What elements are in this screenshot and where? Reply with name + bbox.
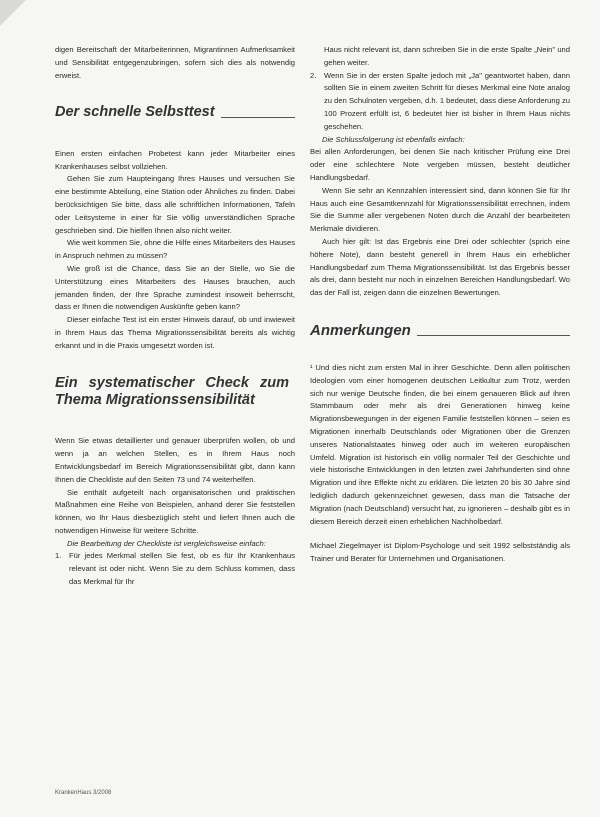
heading-systematischer-check: Ein systematischer Check zum Thema Migrationssensibilität bbox=[55, 374, 289, 408]
italic-paragraph: Die Schlussfolgerung ist ebenfalls einfach: bbox=[322, 134, 465, 144]
page-footer: KrankenHaus 3/2008 bbox=[55, 790, 112, 796]
list-item: 2. Wenn Sie in der ersten Spalte jedoch mit „Ja" geantwortet haben, dann sollten Sie in einem zweiten Schritt für dieses Merkmal eine Note analog zu den Schulnoten vergeben, d.h. 1 bedeutet, dass diese Anforderung zu 100 Prozent erfüllt ist, 6 bedeutet hier ist bisher in Ihrem Haus nichts geschehen. bbox=[310, 70, 570, 131]
list-item: 1. Für jedes Merkmal stellen Sie fest, ob es für Ihr Krankenhaus relevant ist oder nicht. Wenn Sie zu dem Schluss kommen, dass das Merkmal für Ihr bbox=[55, 551, 295, 587]
checklist-steps bbox=[310, 70, 570, 134]
folded-corner bbox=[0, 0, 26, 26]
paragraph: Gehen Sie zum Haupteingang Ihres Hauses und versuchen Sie eine bestimmte Abteilung, eine Station oder Ähnliches zu finden. Dabei berücksichtigen Sie bitte, dass alle schriftlichen Informationen, Tafeln oder Leitsysteme in einer für Sie völlig unverständlichen Sprache geschrieben sind. Die hielfen Ihnen also nicht weiter. bbox=[55, 174, 295, 235]
footnote: ¹ Und dies nicht zum ersten Mal in ihrer Geschichte. Denn allen politischen Ideologien vom einer homogenen deutschen Leitkultur zum Trotz, werden sich nur wenige Deutsche finden, die bei einem genaueren Blick auf ihren Stammbaum oder mehr als drei Generationen hinweg keine Migrationsbewegungen in der eigenen Familie feststellen können – seien es Migrationen innerhalb Deutschlands oder Migrationen über die Grenzen unseres Nationalstaates hinweg oder auch im weiteren europäischen Umfeld. Migration ist historisch ein völlig normaler Teil der Geschichte und viele historische Entwicklungen in den letzten zwei Jahrhunderten sind ohne Migration und ihre Effekte nicht zu erklären. Die letzten 20 bis 30 Jahre sind lediglich dadurch gekennzeichnet gewesen, dass man die Tatsache der Migration (nach Deutschland) versucht hat, zu ignorieren – deshalb gibt es in diesem Bereich derzeit einen erheblichen Nachholbedarf. bbox=[310, 362, 570, 526]
left-column bbox=[55, 44, 295, 589]
right-column bbox=[310, 44, 570, 566]
paragraph: Wenn Sie etwas detaillierter und genauer überprüfen wollen, ob und wenn ja an welchen Stellen, es in Ihrem Haus noch Entwicklungsbedarf im Bereich Migrationssensibilität gibt, dann kann Ihnen die Checkliste auf den Seiten 73 und 74 weiterhelfen. bbox=[55, 436, 295, 484]
list-continuation: Haus nicht relevant ist, dann schreiben Sie in die erste Spalte „Nein" und gehen weiter. bbox=[324, 45, 570, 67]
paragraph: Bei allen Anforderungen, bei denen Sie nach kritischer Prüfung eine Drei oder eine schlechtere Note vergeben müssen, besteht deutlicher Handlungsbedarf. bbox=[310, 147, 570, 182]
heading-anmerkungen: Anmerkungen bbox=[310, 322, 570, 340]
heading-selbsttest: Der schnelle Selbsttest bbox=[55, 104, 295, 121]
italic-paragraph: Die Bearbeitung der Checkliste ist vergleichsweise einfach: bbox=[67, 538, 266, 548]
paragraph: Wie groß ist die Chance, dass Sie an der Stelle, wo Sie die Unterstützung eines Mitarbeiters des Hauses brauchen, auch jemanden finden, der Ihre Sprache zumindest insoweit beherrscht, dass er Ihnen die notwendigen Auskünfte geben kann? bbox=[55, 263, 295, 312]
paragraph: Auch hier gilt: Ist das Ergebnis eine Drei oder schlechter (sprich eine höhere Note), dann besteht generell in Ihrem Haus ein erheblicher Handlungsbedarf zum Thema Migrationssensibilität. Ist das Ergebnis besser als drei, dann besteht nur noch in einzelnen Bereichen Handlungsbedarf. Wo das der Fall ist, zeigen dann die einzelnen Bewertungen. bbox=[310, 236, 570, 298]
paragraph: Sie enthält aufgeteilt nach organisatorischen und praktischen Maßnahmen eine Reihe von Beispielen, anhand derer Sie feststellen können, wo Ihr Haus diesbezüglich steht und liefert Ihnen auch die notwendigen Hinweise für weitere Schritte. bbox=[55, 487, 295, 535]
paragraph: Wenn Sie sehr an Kennzahlen interessiert sind, dann können Sie für Ihr Haus auch eine Gesamtkennzahl für Migrationssensibilität errechnen, indem Sie die Summe aller vergebenen Noten durch die Anzahl der bearbeiteten Merkmale dividieren. bbox=[310, 185, 570, 234]
paragraph: Einen ersten einfachen Probetest kann jeder Mitarbeiter eines Krankenhauses selbst vollziehen. bbox=[55, 148, 295, 171]
paragraph: Dieser einfache Test ist ein erster Hinweis darauf, ob und inwieweit in Ihrem Haus das Thema Migrationssensibilität bereits als wichtig erkannt und in die Praxis umgesetzt worden ist. bbox=[55, 315, 295, 350]
intro-paragraph: digen Bereitschaft der Mitarbeiterinnen, Migrantinnen Aufmerksamkeit und Sensibilität entgegenzubringen, sofern sich dies als notwendig erweist. bbox=[55, 45, 295, 80]
author-bio: Michael Ziegelmayer ist Diplom-Psychologe und seit 1992 selbstständig als Trainer und Berater für Unternehmen und Organisationen. bbox=[310, 541, 570, 564]
paragraph: Wie weit kommen Sie, ohne die Hilfe eines Mitarbeiters des Hauses in Anspruch nehmen zu müssen? bbox=[55, 238, 295, 261]
checklist-steps bbox=[55, 550, 295, 588]
